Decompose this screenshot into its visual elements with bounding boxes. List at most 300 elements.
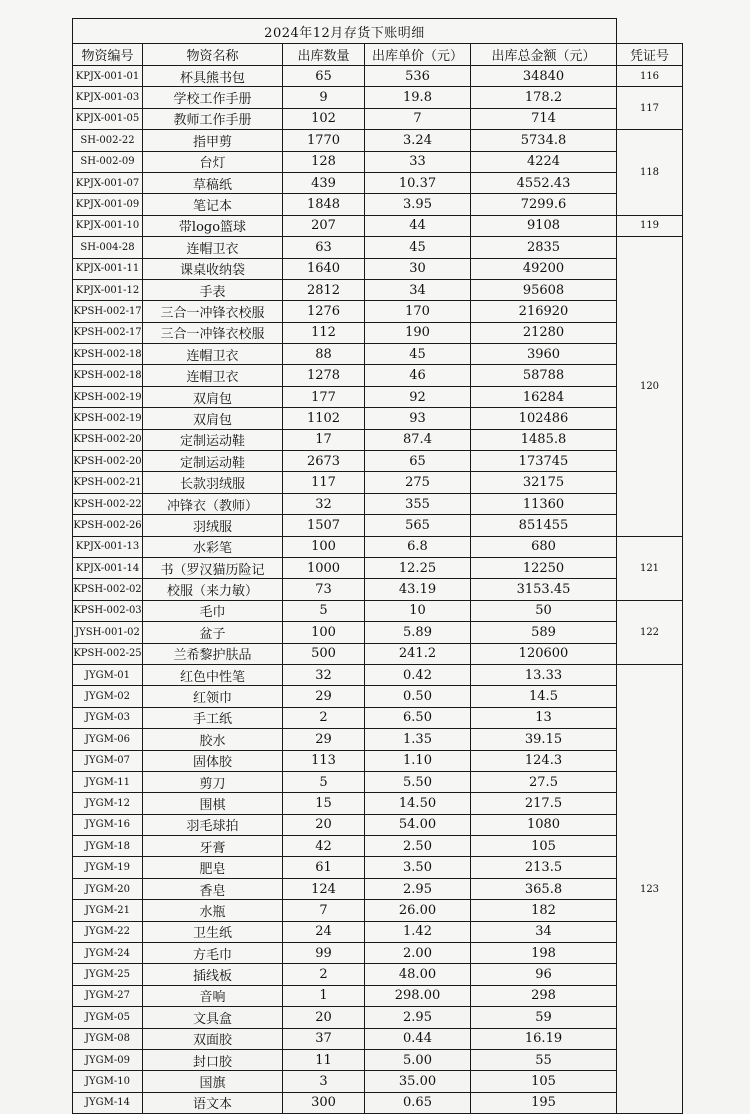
total-amount: 12250 bbox=[471, 557, 617, 578]
table-row bbox=[73, 1092, 683, 1113]
item-code: KPSH-002-17 bbox=[73, 322, 143, 343]
total-amount: 3960 bbox=[471, 344, 617, 365]
total-amount: 50 bbox=[471, 600, 617, 621]
item-name: 牙膏 bbox=[143, 836, 283, 857]
out-quantity: 29 bbox=[283, 686, 365, 707]
total-amount: 32175 bbox=[471, 472, 617, 493]
unit-price: 30 bbox=[365, 258, 471, 279]
unit-price: 298.00 bbox=[365, 985, 471, 1006]
unit-price: 33 bbox=[365, 151, 471, 172]
total-amount: 39.15 bbox=[471, 729, 617, 750]
out-quantity: 9 bbox=[283, 87, 365, 108]
voucher-number: 121 bbox=[617, 536, 683, 600]
item-code: KPJX-001-11 bbox=[73, 258, 143, 279]
item-name: 香皂 bbox=[143, 878, 283, 899]
item-code: JYGM-14 bbox=[73, 1092, 143, 1113]
total-amount: 34 bbox=[471, 921, 617, 942]
total-amount: 365.8 bbox=[471, 878, 617, 899]
table-row bbox=[73, 130, 683, 151]
voucher-number: 117 bbox=[617, 87, 683, 130]
unit-price: 1.10 bbox=[365, 750, 471, 771]
ledger-title: 2024年12月存货下账明细 bbox=[73, 19, 617, 44]
unit-price: 6.8 bbox=[365, 536, 471, 557]
item-code: JYGM-12 bbox=[73, 793, 143, 814]
total-amount: 16.19 bbox=[471, 1028, 617, 1049]
table-row bbox=[73, 964, 683, 985]
unit-price: 12.25 bbox=[365, 557, 471, 578]
item-name: 水彩笔 bbox=[143, 536, 283, 557]
item-code: JYGM-02 bbox=[73, 686, 143, 707]
out-quantity: 1640 bbox=[283, 258, 365, 279]
out-quantity: 20 bbox=[283, 1007, 365, 1028]
inventory-ledger-table bbox=[72, 18, 683, 1114]
item-name: 笔记本 bbox=[143, 194, 283, 215]
out-quantity: 100 bbox=[283, 622, 365, 643]
item-name: 双肩包 bbox=[143, 386, 283, 407]
table-row bbox=[73, 493, 683, 514]
out-quantity: 102 bbox=[283, 108, 365, 129]
table-row bbox=[73, 408, 683, 429]
item-name: 胶水 bbox=[143, 729, 283, 750]
unit-price: 14.50 bbox=[365, 793, 471, 814]
out-quantity: 1770 bbox=[283, 130, 365, 151]
table-row bbox=[73, 664, 683, 685]
item-name: 插线板 bbox=[143, 964, 283, 985]
table-row bbox=[73, 386, 683, 407]
table-row bbox=[73, 622, 683, 643]
unit-price: 275 bbox=[365, 472, 471, 493]
item-name: 书（罗汉猫历险记 bbox=[143, 557, 283, 578]
item-name: 定制运动鞋 bbox=[143, 429, 283, 450]
table-row bbox=[73, 536, 683, 557]
item-code: JYGM-11 bbox=[73, 771, 143, 792]
total-amount: 11360 bbox=[471, 493, 617, 514]
total-amount: 95608 bbox=[471, 279, 617, 300]
total-amount: 13 bbox=[471, 707, 617, 728]
item-code: SH-004-28 bbox=[73, 237, 143, 258]
item-name: 毛巾 bbox=[143, 600, 283, 621]
item-name: 剪刀 bbox=[143, 771, 283, 792]
table-row bbox=[73, 557, 683, 578]
out-quantity: 1278 bbox=[283, 365, 365, 386]
item-code: JYGM-07 bbox=[73, 750, 143, 771]
out-quantity: 177 bbox=[283, 386, 365, 407]
table-row bbox=[73, 237, 683, 258]
unit-price: 3.50 bbox=[365, 857, 471, 878]
item-name: 音响 bbox=[143, 985, 283, 1006]
item-code: KPSH-002-03 bbox=[73, 600, 143, 621]
total-amount: 55 bbox=[471, 1049, 617, 1070]
table-row bbox=[73, 686, 683, 707]
table-row bbox=[73, 301, 683, 322]
out-quantity: 29 bbox=[283, 729, 365, 750]
total-amount: 96 bbox=[471, 964, 617, 985]
item-name: 羽毛球拍 bbox=[143, 814, 283, 835]
out-quantity: 32 bbox=[283, 664, 365, 685]
table-row bbox=[73, 921, 683, 942]
table-row bbox=[73, 900, 683, 921]
table-row bbox=[73, 87, 683, 108]
total-amount: 198 bbox=[471, 943, 617, 964]
unit-price: 2.95 bbox=[365, 1007, 471, 1028]
item-name: 肥皂 bbox=[143, 857, 283, 878]
item-code: KPSH-002-20 bbox=[73, 429, 143, 450]
item-code: JYGM-01 bbox=[73, 664, 143, 685]
item-code: SH-002-22 bbox=[73, 130, 143, 151]
item-code: JYGM-19 bbox=[73, 857, 143, 878]
item-code: KPSH-002-25 bbox=[73, 643, 143, 664]
item-code: KPSH-002-18 bbox=[73, 365, 143, 386]
total-amount: 13.33 bbox=[471, 664, 617, 685]
header-price: 出库单价（元） bbox=[365, 44, 471, 66]
total-amount: 851455 bbox=[471, 515, 617, 536]
total-amount: 213.5 bbox=[471, 857, 617, 878]
table-row bbox=[73, 258, 683, 279]
out-quantity: 42 bbox=[283, 836, 365, 857]
out-quantity: 112 bbox=[283, 322, 365, 343]
unit-price: 93 bbox=[365, 408, 471, 429]
table-row bbox=[73, 451, 683, 472]
item-name: 羽绒服 bbox=[143, 515, 283, 536]
unit-price: 10.37 bbox=[365, 172, 471, 193]
total-amount: 2835 bbox=[471, 237, 617, 258]
unit-price: 10 bbox=[365, 600, 471, 621]
table-row bbox=[73, 836, 683, 857]
voucher-number: 118 bbox=[617, 130, 683, 216]
unit-price: 26.00 bbox=[365, 900, 471, 921]
unit-price: 7 bbox=[365, 108, 471, 129]
out-quantity: 88 bbox=[283, 344, 365, 365]
total-amount: 589 bbox=[471, 622, 617, 643]
total-amount: 120600 bbox=[471, 643, 617, 664]
out-quantity: 113 bbox=[283, 750, 365, 771]
unit-price: 45 bbox=[365, 344, 471, 365]
total-amount: 5734.8 bbox=[471, 130, 617, 151]
ledger-body bbox=[73, 66, 683, 1114]
out-quantity: 15 bbox=[283, 793, 365, 814]
item-name: 红色中性笔 bbox=[143, 664, 283, 685]
item-name: 定制运动鞋 bbox=[143, 451, 283, 472]
voucher-number: 123 bbox=[617, 664, 683, 1113]
out-quantity: 17 bbox=[283, 429, 365, 450]
out-quantity: 439 bbox=[283, 172, 365, 193]
unit-price: 92 bbox=[365, 386, 471, 407]
table-row bbox=[73, 429, 683, 450]
total-amount: 4224 bbox=[471, 151, 617, 172]
item-code: JYGM-21 bbox=[73, 900, 143, 921]
out-quantity: 128 bbox=[283, 151, 365, 172]
total-amount: 21280 bbox=[471, 322, 617, 343]
out-quantity: 124 bbox=[283, 878, 365, 899]
unit-price: 2.00 bbox=[365, 943, 471, 964]
out-quantity: 2812 bbox=[283, 279, 365, 300]
out-quantity: 63 bbox=[283, 237, 365, 258]
item-code: KPSH-002-20 bbox=[73, 451, 143, 472]
total-amount: 217.5 bbox=[471, 793, 617, 814]
unit-price: 355 bbox=[365, 493, 471, 514]
item-code: KPSH-002-19 bbox=[73, 408, 143, 429]
unit-price: 5.89 bbox=[365, 622, 471, 643]
total-amount: 195 bbox=[471, 1092, 617, 1113]
item-code: KPJX-001-03 bbox=[73, 87, 143, 108]
out-quantity: 300 bbox=[283, 1092, 365, 1113]
header-code: 物资编号 bbox=[73, 44, 143, 66]
item-code: KPJX-001-05 bbox=[73, 108, 143, 129]
table-row bbox=[73, 344, 683, 365]
total-amount: 14.5 bbox=[471, 686, 617, 707]
total-amount: 34840 bbox=[471, 66, 617, 87]
item-name: 封口胶 bbox=[143, 1049, 283, 1070]
unit-price: 1.35 bbox=[365, 729, 471, 750]
total-amount: 4552.43 bbox=[471, 172, 617, 193]
unit-price: 0.44 bbox=[365, 1028, 471, 1049]
item-code: JYGM-10 bbox=[73, 1071, 143, 1092]
unit-price: 87.4 bbox=[365, 429, 471, 450]
total-amount: 680 bbox=[471, 536, 617, 557]
item-name: 红领巾 bbox=[143, 686, 283, 707]
total-amount: 7299.6 bbox=[471, 194, 617, 215]
unit-price: 170 bbox=[365, 301, 471, 322]
item-name: 围棋 bbox=[143, 793, 283, 814]
table-row bbox=[73, 322, 683, 343]
out-quantity: 5 bbox=[283, 600, 365, 621]
item-code: KPSH-002-26 bbox=[73, 515, 143, 536]
unit-price: 35.00 bbox=[365, 1071, 471, 1092]
item-name: 杯具熊书包 bbox=[143, 66, 283, 87]
header-name: 物资名称 bbox=[143, 44, 283, 66]
out-quantity: 1102 bbox=[283, 408, 365, 429]
table-row bbox=[73, 66, 683, 87]
total-amount: 714 bbox=[471, 108, 617, 129]
table-row bbox=[73, 1007, 683, 1028]
table-row bbox=[73, 194, 683, 215]
out-quantity: 2673 bbox=[283, 451, 365, 472]
table-row bbox=[73, 600, 683, 621]
item-code: KPSH-002-21 bbox=[73, 472, 143, 493]
item-code: JYGM-08 bbox=[73, 1028, 143, 1049]
total-amount: 124.3 bbox=[471, 750, 617, 771]
unit-price: 536 bbox=[365, 66, 471, 87]
table-row bbox=[73, 1028, 683, 1049]
item-name: 三合一冲锋衣校服 bbox=[143, 301, 283, 322]
unit-price: 34 bbox=[365, 279, 471, 300]
table-row bbox=[73, 472, 683, 493]
item-code: KPSH-002-19 bbox=[73, 386, 143, 407]
item-code: SH-002-09 bbox=[73, 151, 143, 172]
item-code: JYGM-05 bbox=[73, 1007, 143, 1028]
out-quantity: 11 bbox=[283, 1049, 365, 1070]
total-amount: 1485.8 bbox=[471, 429, 617, 450]
total-amount: 3153.45 bbox=[471, 579, 617, 600]
unit-price: 48.00 bbox=[365, 964, 471, 985]
item-name: 水瓶 bbox=[143, 900, 283, 921]
out-quantity: 73 bbox=[283, 579, 365, 600]
item-name: 指甲剪 bbox=[143, 130, 283, 151]
item-name: 冲锋衣（教师） bbox=[143, 493, 283, 514]
total-amount: 178.2 bbox=[471, 87, 617, 108]
total-amount: 58788 bbox=[471, 365, 617, 386]
item-name: 双肩包 bbox=[143, 408, 283, 429]
item-name: 长款羽绒服 bbox=[143, 472, 283, 493]
total-amount: 27.5 bbox=[471, 771, 617, 792]
unit-price: 5.50 bbox=[365, 771, 471, 792]
item-code: JYGM-09 bbox=[73, 1049, 143, 1070]
unit-price: 19.8 bbox=[365, 87, 471, 108]
unit-price: 1.42 bbox=[365, 921, 471, 942]
out-quantity: 1 bbox=[283, 985, 365, 1006]
unit-price: 241.2 bbox=[365, 643, 471, 664]
out-quantity: 207 bbox=[283, 215, 365, 236]
table-row bbox=[73, 215, 683, 236]
out-quantity: 37 bbox=[283, 1028, 365, 1049]
header-row bbox=[73, 44, 683, 66]
item-code: KPJX-001-13 bbox=[73, 536, 143, 557]
out-quantity: 32 bbox=[283, 493, 365, 514]
item-name: 校服（来力敏） bbox=[143, 579, 283, 600]
out-quantity: 5 bbox=[283, 771, 365, 792]
item-name: 学校工作手册 bbox=[143, 87, 283, 108]
unit-price: 2.95 bbox=[365, 878, 471, 899]
unit-price: 190 bbox=[365, 322, 471, 343]
table-row bbox=[73, 279, 683, 300]
title-row bbox=[73, 19, 683, 44]
unit-price: 565 bbox=[365, 515, 471, 536]
total-amount: 1080 bbox=[471, 814, 617, 835]
item-code: KPJX-001-07 bbox=[73, 172, 143, 193]
unit-price: 3.24 bbox=[365, 130, 471, 151]
table-row bbox=[73, 515, 683, 536]
total-amount: 105 bbox=[471, 836, 617, 857]
out-quantity: 1000 bbox=[283, 557, 365, 578]
voucher-number: 120 bbox=[617, 237, 683, 536]
item-code: KPJX-001-09 bbox=[73, 194, 143, 215]
item-name: 教师工作手册 bbox=[143, 108, 283, 129]
item-code: JYGM-16 bbox=[73, 814, 143, 835]
table-row bbox=[73, 108, 683, 129]
item-code: KPJX-001-10 bbox=[73, 215, 143, 236]
item-code: JYGM-06 bbox=[73, 729, 143, 750]
table-row bbox=[73, 878, 683, 899]
header-total: 出库总金额（元） bbox=[471, 44, 617, 66]
item-name: 语文本 bbox=[143, 1092, 283, 1113]
total-amount: 16284 bbox=[471, 386, 617, 407]
out-quantity: 2 bbox=[283, 707, 365, 728]
total-amount: 102486 bbox=[471, 408, 617, 429]
unit-price: 5.00 bbox=[365, 1049, 471, 1070]
item-name: 连帽卫衣 bbox=[143, 365, 283, 386]
item-code: KPJX-001-14 bbox=[73, 557, 143, 578]
item-code: KPJX-001-01 bbox=[73, 66, 143, 87]
item-code: JYSH-001-02 bbox=[73, 622, 143, 643]
unit-price: 0.50 bbox=[365, 686, 471, 707]
table-row bbox=[73, 793, 683, 814]
item-name: 连帽卫衣 bbox=[143, 344, 283, 365]
unit-price: 3.95 bbox=[365, 194, 471, 215]
item-name: 兰希黎护肤品 bbox=[143, 643, 283, 664]
unit-price: 0.42 bbox=[365, 664, 471, 685]
item-code: KPSH-002-22 bbox=[73, 493, 143, 514]
item-code: JYGM-25 bbox=[73, 964, 143, 985]
table-row bbox=[73, 985, 683, 1006]
unit-price: 0.65 bbox=[365, 1092, 471, 1113]
unit-price: 54.00 bbox=[365, 814, 471, 835]
out-quantity: 100 bbox=[283, 536, 365, 557]
item-name: 连帽卫衣 bbox=[143, 237, 283, 258]
item-code: JYGM-03 bbox=[73, 707, 143, 728]
item-name: 国旗 bbox=[143, 1071, 283, 1092]
table-row bbox=[73, 729, 683, 750]
out-quantity: 1507 bbox=[283, 515, 365, 536]
out-quantity: 1276 bbox=[283, 301, 365, 322]
item-name: 方毛巾 bbox=[143, 943, 283, 964]
item-code: JYGM-22 bbox=[73, 921, 143, 942]
item-code: KPSH-002-17 bbox=[73, 301, 143, 322]
total-amount: 298 bbox=[471, 985, 617, 1006]
out-quantity: 99 bbox=[283, 943, 365, 964]
out-quantity: 65 bbox=[283, 66, 365, 87]
header-voucher: 凭证号 bbox=[617, 44, 683, 66]
out-quantity: 61 bbox=[283, 857, 365, 878]
item-name: 固体胶 bbox=[143, 750, 283, 771]
total-amount: 173745 bbox=[471, 451, 617, 472]
out-quantity: 3 bbox=[283, 1071, 365, 1092]
item-name: 带logo篮球 bbox=[143, 215, 283, 236]
table-row bbox=[73, 1071, 683, 1092]
total-amount: 49200 bbox=[471, 258, 617, 279]
out-quantity: 2 bbox=[283, 964, 365, 985]
item-code: JYGM-20 bbox=[73, 878, 143, 899]
total-amount: 9108 bbox=[471, 215, 617, 236]
voucher-number: 116 bbox=[617, 66, 683, 87]
out-quantity: 500 bbox=[283, 643, 365, 664]
unit-price: 44 bbox=[365, 215, 471, 236]
voucher-number: 122 bbox=[617, 600, 683, 664]
out-quantity: 24 bbox=[283, 921, 365, 942]
unit-price: 6.50 bbox=[365, 707, 471, 728]
out-quantity: 20 bbox=[283, 814, 365, 835]
item-name: 卫生纸 bbox=[143, 921, 283, 942]
table-row bbox=[73, 1049, 683, 1070]
unit-price: 65 bbox=[365, 451, 471, 472]
item-name: 文具盒 bbox=[143, 1007, 283, 1028]
table-row bbox=[73, 643, 683, 664]
table-row bbox=[73, 771, 683, 792]
item-name: 草稿纸 bbox=[143, 172, 283, 193]
item-name: 手表 bbox=[143, 279, 283, 300]
item-name: 台灯 bbox=[143, 151, 283, 172]
total-amount: 182 bbox=[471, 900, 617, 921]
unit-price: 46 bbox=[365, 365, 471, 386]
table-row bbox=[73, 707, 683, 728]
total-amount: 216920 bbox=[471, 301, 617, 322]
unit-price: 45 bbox=[365, 237, 471, 258]
item-name: 三合一冲锋衣校服 bbox=[143, 322, 283, 343]
item-code: JYGM-27 bbox=[73, 985, 143, 1006]
table-row bbox=[73, 814, 683, 835]
unit-price: 43.19 bbox=[365, 579, 471, 600]
item-name: 双面胶 bbox=[143, 1028, 283, 1049]
item-code: KPSH-002-02 bbox=[73, 579, 143, 600]
item-name: 课桌收纳袋 bbox=[143, 258, 283, 279]
item-code: KPJX-001-12 bbox=[73, 279, 143, 300]
item-code: KPSH-002-18 bbox=[73, 344, 143, 365]
total-amount: 59 bbox=[471, 1007, 617, 1028]
total-amount: 105 bbox=[471, 1071, 617, 1092]
table-row bbox=[73, 151, 683, 172]
table-row bbox=[73, 365, 683, 386]
item-code: JYGM-18 bbox=[73, 836, 143, 857]
header-qty: 出库数量 bbox=[283, 44, 365, 66]
